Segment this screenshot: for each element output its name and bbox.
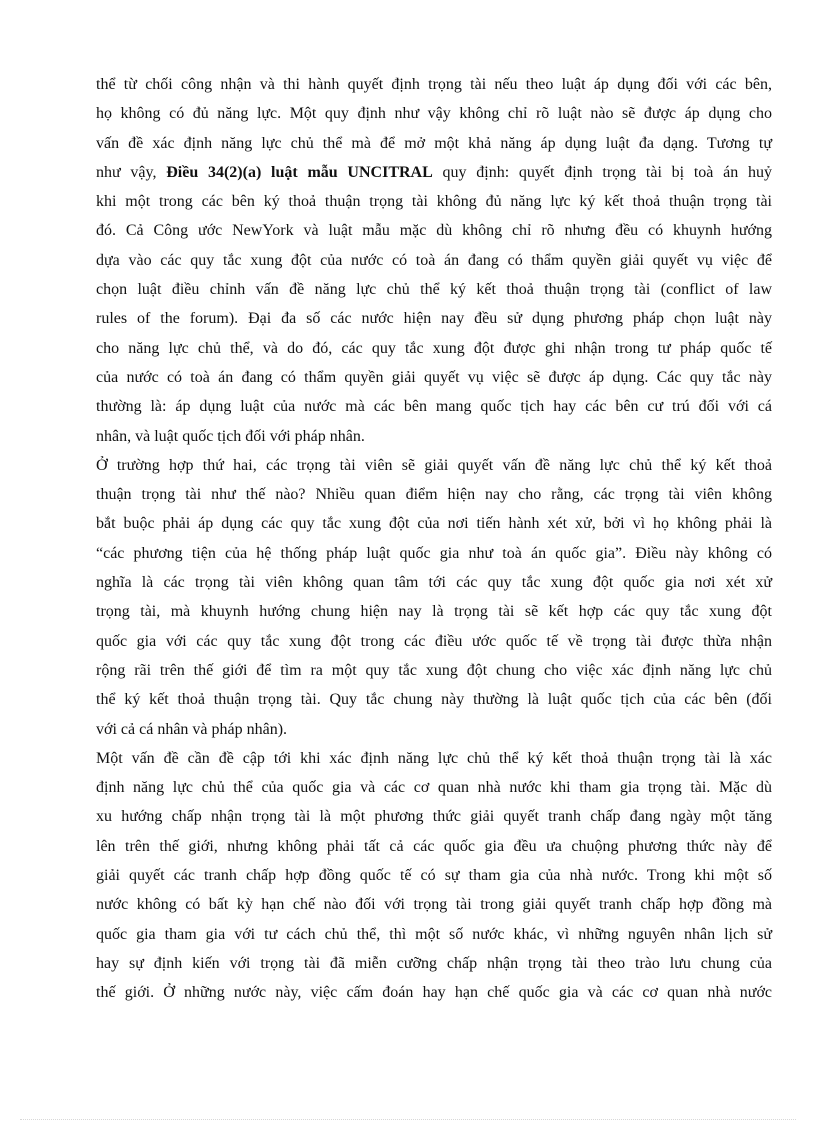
text-line (96, 158, 772, 187)
text-line: bắt buộc phải áp dụng các quy tắc xung đột của nơi tiến hành xét xử, bởi vì họ không phải là (96, 515, 772, 533)
text-line: quốc gia tham gia với tư cách chủ thể, thì một số nước khác, vì những nguyên nhân lịch sử (96, 925, 772, 943)
page-bottom-divider (20, 1119, 796, 1120)
text-line: thể ký kết thoả thuận trọng tài. Quy tắc chung này thường là luật quốc tịch của các bên (đối (96, 691, 772, 709)
text-line: vấn đề xác định năng lực chủ thể mà để mở một khả năng áp dụng luật đa dạng. Tương tự (96, 134, 772, 152)
bold-citation: Điều 34(2)(a) luật mẫu UNCITRAL (166, 163, 433, 181)
text-line: với cả cá nhân và pháp nhân). (96, 720, 288, 738)
text-segment: quy định: quyết định trọng tài bị toà án huỷ (432, 163, 772, 181)
text-line: hay sự định kiến với trọng tài đã miễn cưỡng chấp nhận trọng tài theo trào lưu chung của (96, 954, 772, 972)
text-line: của nước có toà án đang có thẩm quyền giải quyết vụ việc sẽ được áp dụng. Các quy tắc này (96, 368, 772, 386)
text-line: “các phương tiện của hệ thống pháp luật quốc gia như toà án quốc gia”. Điều này không có (96, 544, 772, 562)
text-line: giải quyết các tranh chấp hợp đồng quốc tế có sự tham gia của nhà nước. Trong khi một số (96, 867, 772, 885)
text-line: cho năng lực chủ thể, và do đó, các quy tắc xung đột được ghi nhận trong tư pháp quốc tế (96, 339, 772, 357)
text-line: nước không có bất kỳ hạn chế nào đối với trọng tài trong giải quyết tranh chấp hợp đồng mà (96, 896, 772, 914)
text-line: xu hướng chấp nhận trọng tài là một phương thức giải quyết tranh chấp đang ngày một tăng (96, 808, 772, 826)
text-line: nhân, và luật quốc tịch đối với pháp nhân. (96, 427, 365, 445)
text-line: dựa vào các quy tắc xung đột của nước có toà án đang có thẩm quyền giải quyết vụ việc để (96, 251, 772, 269)
text-line: Một vấn đề cần đề cập tới khi xác định năng lực chủ thể ký kết thoả thuận trọng tài là xác (96, 749, 772, 767)
text-line: nghĩa là các trọng tài viên không quan tâm tới các quy tắc xung đột quốc gia nơi xét xử (96, 574, 772, 592)
text-segment: như vậy, (96, 163, 167, 181)
text-line: thể từ chối công nhận và thi hành quyết định trọng tài nếu theo luật áp dụng đối với các bên, (96, 76, 772, 93)
text-line: quốc gia với các quy tắc xung đột trong các điều ước quốc tế về trọng tài được thừa nhận (96, 632, 772, 650)
text-line: đó. Cả Công ước NewYork và luật mẫu mặc dù không chỉ rõ nhưng đều có khuynh hướng (96, 222, 772, 240)
text-line: rộng rãi trên thế giới để tìm ra một quy tắc xung đột chung cho việc xác định năng lực chủ (96, 661, 772, 679)
text-line: Ở trường hợp thứ hai, các trọng tài viên sẽ giải quyết vấn đề năng lực chủ thể ký kết thoả (96, 456, 772, 474)
text-line: thường là: áp dụng luật của nước mà các bên mang quốc tịch hay các bên cư trú đối với cá (96, 398, 772, 416)
text-line: thuận trọng tài như thế nào? Nhiều quan điểm hiện nay cho rằng, các trọng tài viên không (96, 486, 772, 504)
body-text (96, 70, 772, 1008)
text-line: định năng lực chủ thể của quốc gia và các cơ quan nhà nước khi tham gia trọng tài. Mặc dù (96, 779, 772, 797)
text-line: lên trên thế giới, nhưng không phải tất cả các quốc gia đều ưa chuộng phương thức này để (96, 837, 772, 855)
text-line: khi một trong các bên ký thoả thuận trọng tài không đủ năng lực ký kết thoả thuận trọng tài (96, 193, 772, 211)
text-line: chọn luật điều chỉnh vấn đề năng lực chủ thể ký kết thoả thuận trọng tài (conflict of law (96, 281, 772, 299)
text-line: rules of the forum). Đại đa số các nước hiện nay đều sử dụng phương pháp chọn luật này (96, 310, 772, 328)
text-line: họ không có đủ năng lực. Một quy định như vậy không chỉ rõ luật nào sẽ được áp dụng cho (96, 105, 772, 123)
text-line: trọng tài, mà khuynh hướng chung hiện nay là trọng tài sẽ kết hợp các quy tắc xung đột (96, 603, 772, 621)
text-line: thế giới. Ở những nước này, việc cấm đoán hay hạn chế quốc gia và các cơ quan nhà nước (96, 984, 772, 1002)
